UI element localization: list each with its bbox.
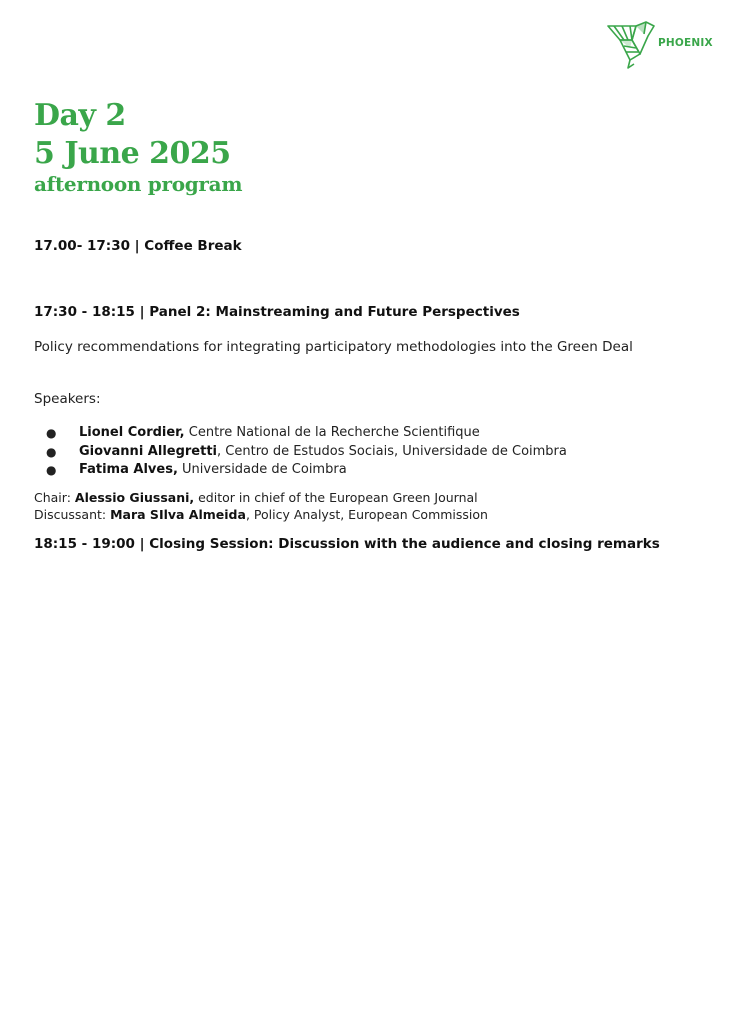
speaker-item (46, 443, 567, 462)
speaker-name: Giovanni Allegretti (79, 443, 218, 459)
chair-name: Alessio Giussani, (74, 490, 195, 505)
discussant-role: , Policy Analyst, European Commission (245, 507, 488, 522)
discussant-name: Mara SIlva Almeida (110, 507, 246, 522)
speakers-label: Speakers: (34, 391, 101, 407)
panel-roles (34, 489, 488, 523)
speaker-item (46, 461, 567, 480)
bullet-icon: ● (46, 463, 57, 477)
speaker-name: Lionel Cordier, (79, 425, 185, 440)
speaker-list (46, 424, 567, 480)
phoenix-logo (606, 20, 718, 70)
speaker-name: Fatima Alves, (79, 462, 178, 477)
date-heading: 5 June 2025 (34, 136, 231, 171)
chair-label: Chair: (34, 490, 75, 505)
speaker-affiliation: Universidade de Coimbra (177, 462, 347, 477)
chair-role: editor in chief of the European Green Journal (194, 490, 478, 505)
day-heading: Day 2 (34, 98, 126, 133)
bullet-icon: ● (46, 426, 57, 440)
panel-title: 17:30 - 18:15 | Panel 2: Mainstreaming and Future Perspectives (34, 304, 520, 320)
speaker-affiliation: Centre National de la Recherche Scientifique (184, 425, 480, 440)
panel-description: Policy recommendations for integrating participatory methodologies into the Green Deal (34, 339, 633, 355)
speaker-affiliation: , Centro de Estudos Sociais, Universidade de Coimbra (217, 443, 567, 459)
phoenix-bird-icon (606, 20, 658, 70)
bullet-icon: ● (46, 444, 57, 459)
coffee-break-item: 17.00- 17:30 | Coffee Break (34, 238, 242, 254)
logo-text: PHOENIX (658, 37, 713, 49)
discussant-line (34, 506, 488, 523)
discussant-label: Discussant: (34, 507, 111, 522)
closing-session-item: 18:15 - 19:00 | Closing Session: Discussion with the audience and closing remarks (34, 536, 660, 552)
program-subtitle: afternoon program (34, 172, 243, 196)
chair-line (34, 489, 488, 506)
speaker-item (46, 424, 567, 443)
